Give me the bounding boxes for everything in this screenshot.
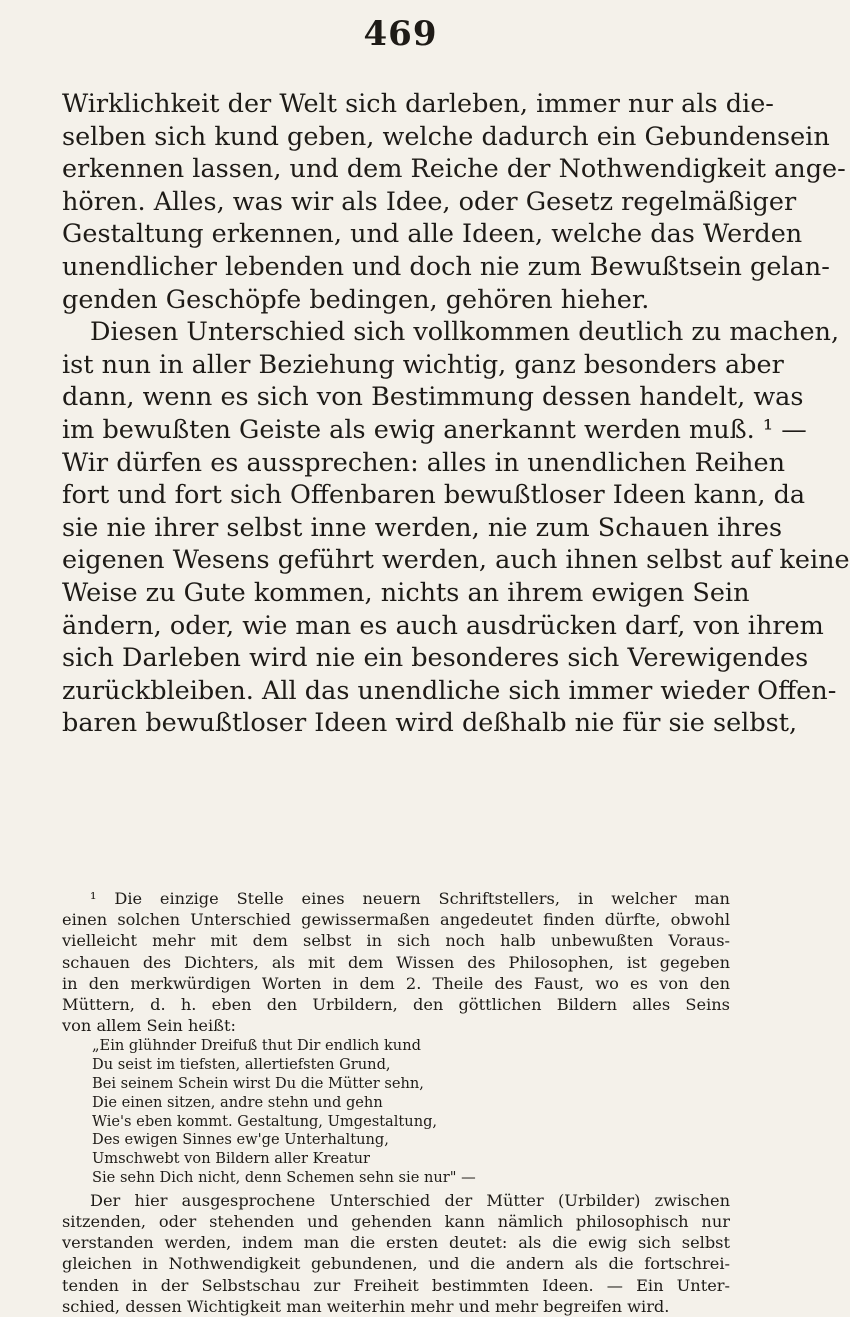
poem-line: „Ein glühnder Dreifuß thut Dir endlich kund — [92, 1037, 421, 1055]
footnote-line: sitzenden, oder stehenden und gehenden kann nämlich philosophisch nur — [62, 1212, 730, 1231]
body-line: sie nie ihrer selbst inne werden, nie zum Schauen ihres — [62, 512, 783, 543]
footnote — [62, 888, 730, 1317]
body-line: unendlicher lebenden und doch nie zum Bewußtsein gelan- — [62, 251, 830, 282]
body-line: selben sich kund geben, welche dadurch ein Gebundensein — [62, 121, 830, 152]
poem-line: Sie sehn Dich nicht, denn Schemen sehn sie nur" — — [92, 1169, 476, 1186]
body-line: ändern, oder, wie man es auch ausdrücken darf, von ihrem — [62, 610, 824, 641]
footnote-line: Müttern, d. h. eben den Urbildern, den göttlichen Bildern alles Seins — [62, 995, 730, 1015]
footnote-line: schied, dessen Wichtigkeit man weiterhin mehr und mehr begreifen wird. — [62, 1296, 670, 1316]
body-line: hören. Alles, was wir als Idee, oder Gesetz regelmäßiger — [62, 186, 797, 217]
body-line: Diesen Unterschied sich vollkommen deutlich zu machen, — [90, 317, 840, 348]
footnote-line: tenden in der Selbstschau zur Freiheit bestimmten Ideen. — Ein Unter- — [62, 1275, 730, 1295]
body-line: Weise zu Gute kommen, nichts an ihrem ewigen Sein — [62, 577, 750, 608]
body-line: ist nun in aller Beziehung wichtig, ganz besonders aber — [62, 349, 784, 380]
body-line: sich Darleben wird nie ein besonderes sich Verewigendes — [62, 643, 809, 674]
body-line: Wirklichkeit der Welt sich darleben, immer nur als die- — [62, 89, 774, 119]
body-line: eigenen Wesens geführt werden, auch ihnen selbst auf keine — [62, 545, 850, 576]
footnote-line: ¹ Die einzige Stelle eines neuern Schriftstellers, in welcher man — [90, 889, 730, 908]
body-line: genden Geschöpfe bedingen, gehören hieher. — [62, 284, 650, 315]
footnote-line: einen solchen Unterschied gewissermaßen angedeutet finden dürfte, obwohl — [62, 910, 730, 930]
faust-quotation — [62, 1037, 730, 1187]
poem-line: Wie's eben kommt. Gestaltung, Umgestaltung, — [92, 1112, 438, 1130]
main-text — [62, 88, 850, 740]
footnote-line: Der hier ausgesprochene Unterschied der Mütter (Urbilder) zwischen — [90, 1190, 730, 1210]
poem-line: Bei seinem Schein wirst Du die Mütter sehn, — [92, 1075, 424, 1093]
poem-line: Du seist im tiefsten, allertiefsten Grund, — [92, 1056, 391, 1074]
footnote-line: vielleicht mehr mit dem selbst in sich noch halb unbewußten Voraus- — [62, 931, 730, 951]
body-line: dann, wenn es sich von Bestimmung dessen handelt, was — [62, 382, 804, 413]
poem-line: Die einen sitzen, andre stehn und gehn — [92, 1093, 383, 1111]
body-line: im bewußten Geiste als ewig anerkannt werden muß. ¹ — — [62, 414, 807, 445]
body-line: baren bewußtloser Ideen wird deßhalb nie für sie selbst, — [62, 708, 798, 739]
footnote-line: von allem Sein heißt: — [62, 1016, 236, 1036]
body-line: zurückbleiben. All das unendliche sich immer wieder Offen- — [62, 675, 837, 706]
poem-line: Des ewigen Sinnes ew'ge Unterhaltung, — [92, 1131, 389, 1149]
footnote-line: verstanden werden, indem man die ersten deutet: als die ewig sich selbst — [62, 1233, 730, 1253]
page-number: 469 — [363, 14, 438, 54]
footnote-line: schauen des Dichters, als mit dem Wissen des Philosophen, ist gegeben — [62, 952, 730, 972]
footnote-line: gleichen in Nothwendigkeit gebundenen, und die andern als die fortschrei- — [62, 1254, 730, 1274]
footnote-line: in den merkwürdigen Worten in dem 2. Theile des Faust, wo es von den — [62, 973, 730, 993]
body-line: Wir dürfen es aussprechen: alles in unendlichen Reihen — [62, 447, 785, 478]
body-line: Gestaltung erkennen, und alle Ideen, welche das Werden — [62, 219, 803, 250]
body-line: erkennen lassen, und dem Reiche der Nothwendigkeit ange- — [62, 154, 846, 185]
body-line: fort und fort sich Offenbaren bewußtloser Ideen kann, da — [62, 480, 806, 511]
poem-line: Umschwebt von Bildern aller Kreatur — [92, 1150, 371, 1168]
